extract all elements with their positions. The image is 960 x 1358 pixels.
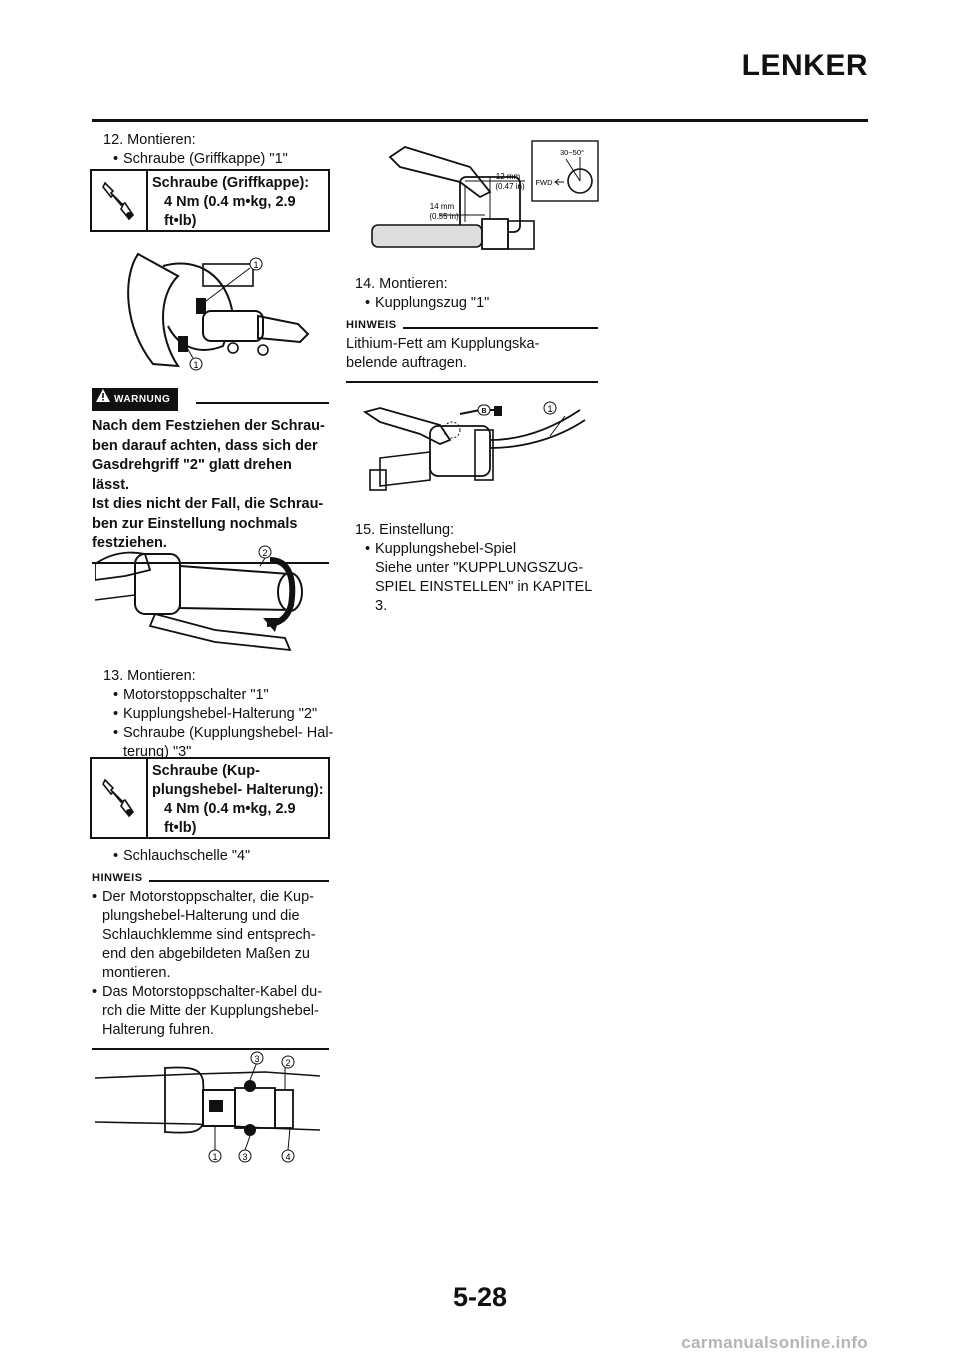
step-14-bullet: • Kupplungszug "1" [365, 294, 595, 313]
warning-triangle-icon [96, 389, 110, 409]
throttle-grip-illustration [95, 540, 325, 660]
callout-3b: 3 [242, 1152, 248, 1162]
torque-wrench-icon [92, 171, 148, 230]
torque-box-grip-cap [90, 169, 330, 232]
torque-name: Schraube (Griffkappe): [152, 175, 310, 191]
warning-line: Ist dies nicht der Fall, die Schrau- [92, 496, 324, 512]
dim-14mm-in: (0.55 in) [429, 212, 459, 221]
note-line: end den abgebildeten Maßen zu [102, 946, 310, 962]
torque-value-unit: ft•lb) [164, 213, 197, 229]
step-13-bullet: • Motorstoppschalter "1" [113, 686, 343, 705]
watermark: carmanualsonline.info [681, 1333, 868, 1352]
clutch-holder-illustration [95, 1050, 330, 1170]
step-15-line: 3. [375, 598, 388, 614]
torque-name: plungshebel- Halterung): [152, 782, 324, 798]
warning-line: Nach dem Festziehen der Schrau- [92, 418, 325, 434]
grease-b-label: B [481, 408, 487, 415]
step-13 [103, 667, 343, 762]
header-rule [92, 119, 868, 122]
warning-block [92, 388, 329, 564]
torque-name: Schraube (Kup- [152, 763, 260, 779]
hose-clamp-bullet: • Schlauchschelle "4" [113, 847, 353, 866]
step-15-label: 15. Einstellung: [355, 522, 455, 538]
step-12-bullet: • Schraube (Griffkappe) "1" [113, 150, 343, 169]
figure-clutch-cable [360, 400, 600, 500]
bullet-hose-clamp [113, 847, 353, 866]
dim-12mm: 12 mm [495, 172, 521, 181]
step-12 [103, 131, 343, 169]
dimensions-illustration [360, 137, 600, 257]
dim-12mm-in: (0.47 in) [495, 182, 525, 191]
grip-cap-illustration [118, 246, 328, 376]
note-block-1 [92, 869, 329, 1050]
note-block-2 [346, 316, 598, 383]
page-number: 5-28 [452, 1282, 508, 1312]
callout-1: 1 [253, 260, 259, 270]
note-end-rule [346, 381, 598, 383]
fwd-label: FWD [535, 178, 553, 187]
warning-line: festziehen. [92, 535, 167, 551]
note-line: Lithium-Fett am Kupplungska- [346, 336, 540, 352]
note-label: HINWEIS [92, 872, 143, 884]
warning-label: WARNUNG [114, 394, 171, 405]
step-13-bullet: • Schraube (Kupplungshebel- Hal- [113, 724, 343, 743]
angle-label: 30~50° [559, 148, 585, 157]
note-line: rch die Mitte der Kupplungshebel- [102, 1003, 319, 1019]
callout-2: 2 [285, 1058, 291, 1068]
step-15-line: SPIEL EINSTELLEN" in KAPITEL [375, 579, 593, 595]
step-15-bullet: • Kupplungshebel-Spiel [365, 540, 595, 559]
note-label: HINWEIS [346, 319, 397, 331]
note-line: plungshebel-Halterung und die [102, 908, 300, 924]
step-15 [355, 521, 595, 616]
page-title: LENKER [741, 49, 868, 82]
note-line: belende auftragen. [346, 355, 467, 371]
warning-line: Gasdrehgriff "2" glatt drehen lässt. [92, 457, 292, 493]
step-13-bullet-cont: terung) "3" [123, 744, 192, 760]
figure-clutch-holder [95, 1050, 330, 1170]
figure-throttle-grip [95, 540, 325, 660]
figure-dimensions [360, 137, 600, 257]
step-14-label: 14. Montieren: [355, 276, 448, 292]
note-line: Halterung fuhren. [102, 1022, 215, 1038]
step-14 [355, 275, 595, 313]
step-13-label: 13. Montieren: [103, 668, 196, 684]
warning-line: ben darauf achten, dass sich der [92, 437, 318, 454]
step-15-line: Siehe unter "KUPPLUNGSZUG- [375, 560, 584, 576]
step-12-label: 12. Montieren: [103, 132, 196, 148]
note-line: • Der Motorstoppschalter, die Kup- [102, 889, 314, 905]
warning-badge [92, 388, 178, 411]
callout-4: 4 [285, 1152, 291, 1162]
note-line: montieren. [102, 965, 171, 981]
callout-3: 3 [254, 1054, 260, 1064]
dim-14mm: 14 mm [429, 202, 455, 211]
warning-line: ben zur Einstellung nochmals [92, 515, 298, 532]
clutch-cable-illustration [360, 400, 600, 500]
callout-1: 1 [212, 1152, 218, 1162]
note-line: • Das Motorstoppschalter-Kabel du- [102, 984, 323, 1000]
torque-value: 4 Nm (0.4 m•kg, 2.9 [164, 194, 296, 210]
callout-2: 2 [262, 548, 268, 558]
torque-value: 4 Nm (0.4 m•kg, 2.9 [164, 801, 296, 817]
torque-wrench-icon [92, 759, 148, 837]
callout-1: 1 [547, 404, 553, 414]
torque-value-unit: ft•lb) [164, 820, 197, 836]
figure-grip-cap [118, 246, 328, 376]
note-line: Schlauchklemme sind entsprech- [102, 927, 316, 943]
callout-1b: 1 [193, 360, 199, 370]
step-13-bullet: • Kupplungshebel-Halterung "2" [113, 705, 343, 724]
torque-box-clutch-holder [90, 757, 330, 839]
